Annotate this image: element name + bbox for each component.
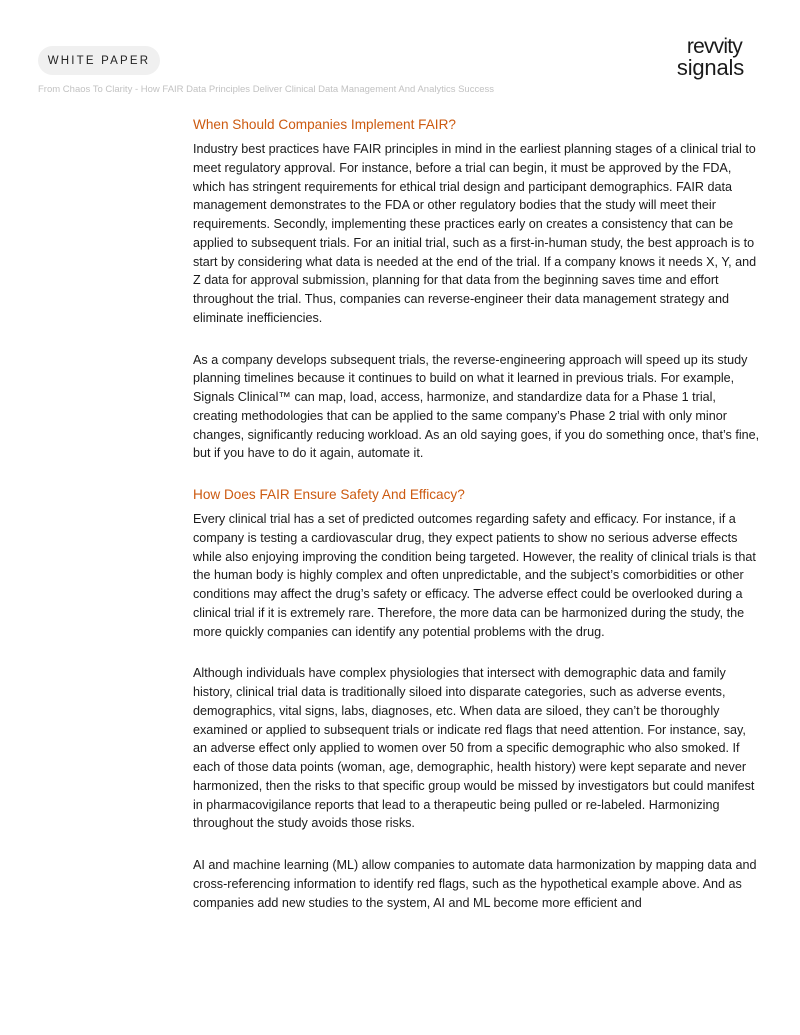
paragraph: Every clinical trial has a set of predicted outcomes regarding safety and efficacy. For instance, if a company is testing a cardiovascular drug, they expect patients to show no serious adverse effects while also enjoying improving the condition being targeted. However, the reality of clinical trials is that the human body is highly complex and often unpredictable, and the subject’s comorbidities or other conditions may affect the drug’s safety or efficacy. The adverse effect could be overlooked during a clinical trial if it is extremely rare. Therefore, the more data can be harmonized during the study, the more quickly companies can identify any potential problems with the drug. (193, 512, 756, 639)
paragraph: As a company develops subsequent trials, the reverse-engineering approach will speed up its study planning timelines because it continues to build on what it learned in previous trials. For example, Signals Clinical™ can map, load, access, harmonize, and standardize data for a Phase 1 trial, creating methodologies that can be applied to the same company’s Phase 2 trial with only minor changes, significantly reducing workload. As an old saying goes, if you do something once, that’s fine, but if you have to do it again, automate it. (193, 352, 760, 461)
main-content (193, 116, 763, 935)
section-heading-when-implement: When Should Companies Implement FAIR? (193, 117, 456, 132)
revvity-signals-logo (677, 36, 744, 79)
document-type-badge: WHITE PAPER (38, 46, 160, 75)
paragraph: AI and machine learning (ML) allow companies to automate data harmonization by mapping data and cross-referencing information to identify red flags, such as the hypothetical example above. And as companies add new studies to the system, AI and ML become more efficient and (193, 858, 757, 910)
section-heading-safety-efficacy: How Does FAIR Ensure Safety And Efficacy? (193, 487, 465, 502)
paragraph: Industry best practices have FAIR principles in mind in the earliest planning stages of a clinical trial to meet regulatory approval. For instance, before a trial can begin, it must be approved by the FDA, which has stringent requirements for ethical trial design and participant demographics. FAIR data management demonstrates to the FDA or other regulatory bodies that the study will meet their requirements. Secondly, implementing these practices early on creates a consistency that can be applied to subsequent trials. For an initial trial, such as a first-in-human study, the best approach is to start by considering what data is needed at the end of the trial. If a company knows it needs X, Y, and Z data for approval submission, planning for that data from the beginning saves time and effort throughout the trial. Thus, companies can reverse-engineer their data management strategy and eliminate inefficiencies. (193, 142, 757, 325)
document-subtitle: From Chaos To Clarity - How FAIR Data Principles Deliver Clinical Data Management And Analytics Success (38, 84, 494, 95)
paragraph: Although individuals have complex physiologies that intersect with demographic data and family history, clinical trial data is traditionally siloed into disparate categories, such as adverse events, demographics, vital signs, labs, diagnoses, etc. When data are siloed, they can’t be thoroughly examined or applied to subsequent trials or indicate red flags that need attention. For instance, say, an adverse effect only applied to women over 50 from a specific demographic who also smoked. If each of those data points (woman, age, demographic, health history) were kept separate and never harmonized, then the risks to that specific group would be missed by investigators but could manifest in pharmacovigilance reports that lead to a therapeutic being pulled or re-labeled. Harmonizing throughout the study avoids those risks. (193, 666, 755, 831)
logo-bottom-text: signals (676, 55, 744, 80)
logo-top-text: revvity (686, 35, 742, 58)
